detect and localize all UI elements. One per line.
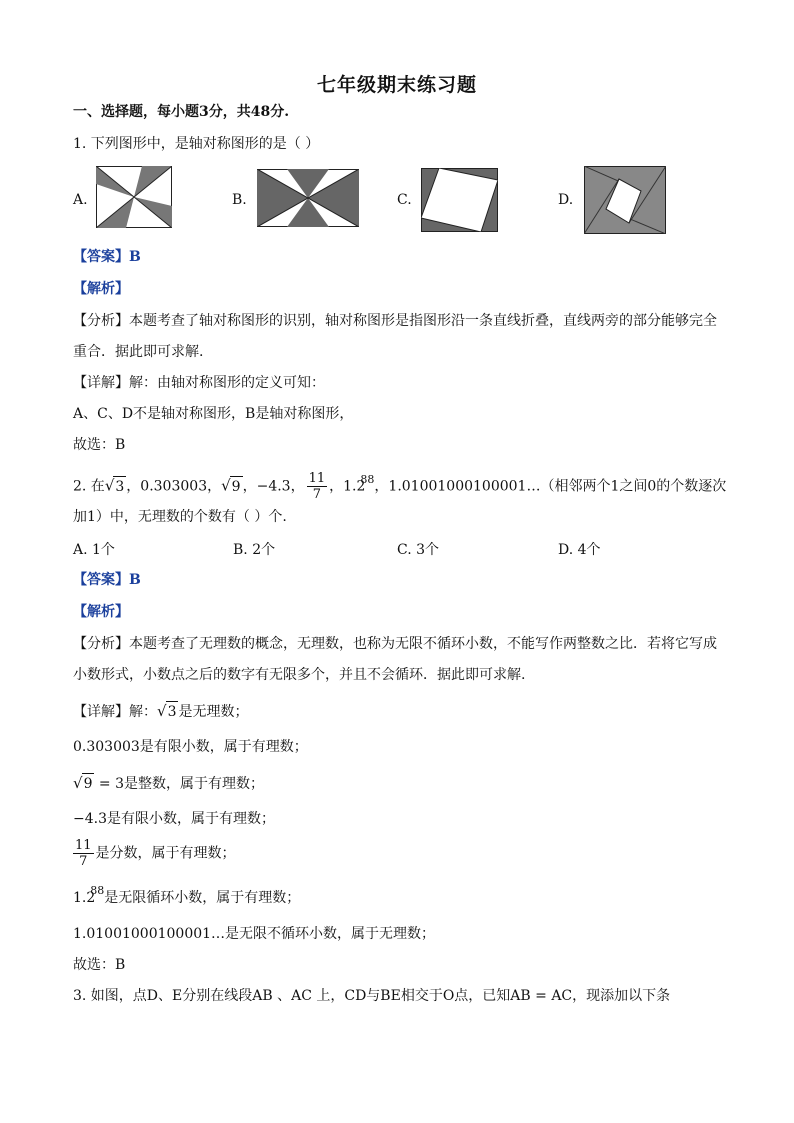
q3-stem: 3. 如图，点D、E分别在线段AB 、AC 上，CD与BE相交于O点，已知AB = AC，现添加以下条 [73,988,671,1004]
sqrt-symbol: √ [221,476,231,495]
q2-fraction [307,471,328,502]
q2-detail-line-2: 0.303003是有限小数，属于有理数； [73,739,308,755]
q2-detail-line-3-text: = 3是整数，属于有理数； [94,776,265,792]
q2-detail-line-7: 1.01001000100001…是无限不循环小数，属于无理数； [73,926,436,942]
q2-detail-line-6-text: 是无限循环小数，属于有理数； [104,890,301,906]
sqrt-symbol: √ [104,476,115,495]
q1-detail-text: A、C、D不是轴对称图形，B是轴对称图形， [73,406,354,422]
sqrt-symbol: √ [157,702,167,720]
q2-detail-line-3 [73,773,264,794]
q2-analysis-text-1: 【分析】本题考查了无理数的概念，无理数，也称为无限不循环小数，不能写作两整数之比．若将它写成 [73,636,717,652]
q1-option-a-label: A. [73,192,88,208]
q2-text-3: ，1.2 [329,478,366,495]
q2-detail-root-9: 9 [82,773,95,794]
q2-option-d: D. 4个 [558,542,601,558]
q2-detail-repeating: 88 [90,884,105,897]
q2-answer: 【答案】B [73,572,141,588]
q2-detail-decimal: 1.2 [73,890,96,906]
q2-root-9: 9 [230,476,243,497]
q1-answer: 【答案】B [73,249,141,265]
q2-stem-line-1 [73,471,726,502]
q2-detail-line-1 [73,701,248,722]
fraction-numerator: 11 [75,838,92,853]
q1-option-d-label: D. [558,192,574,208]
q2-detail-line-4: −4.3是有限小数，属于有理数； [73,811,275,827]
q2-text-1: ，0.303003， [126,478,222,495]
q2-option-b: B. 2个 [233,542,276,558]
q1-option-c-label: C. [397,192,412,208]
q2-text-4: ，1.01001000100001…（相邻两个1之间0的个数逐次 [374,478,727,495]
q2-detail-line-5-text: 是分数，属于有理数； [95,845,236,862]
q2-detail-line-6 [73,884,301,909]
q1-choose: 故选：B [73,437,126,453]
q2-text-2: ，−4.3， [242,478,305,495]
q2-prefix: 2. 在 [73,478,105,495]
q1-analysis-text-2: 重合．据此即可求解. [73,344,204,360]
q2-stem-line-2: 加1）中，无理数的个数有（ ）个. [73,509,287,525]
q2-option-a: A. 1个 [73,542,115,558]
q1-figure-d [584,166,666,234]
q2-option-c: C. 3个 [397,542,440,558]
q2-analysis-label: 【解析】 [73,604,129,620]
q1-analysis-text-1: 【分析】本题考查了轴对称图形的识别，轴对称图形是指图形沿一条直线折叠，直线两旁的部分能够完全 [73,313,717,329]
q2-detail-suffix: 是无理数； [178,704,249,720]
q2-analysis-text-2: 小数形式，小数点之后的数字有无限多个，并且不会循环．据此即可求解. [73,667,526,683]
q1-figure-c [421,168,498,232]
fraction-denominator: 7 [312,487,321,502]
q2-detail-prefix: 【详解】解： [73,704,157,720]
fraction-denominator: 7 [79,854,88,869]
q2-root-3: 3 [113,476,126,497]
q2-repeating-digits: 88 [360,472,375,486]
q2-choose: 故选：B [73,957,126,973]
q1-figure-a [96,166,172,228]
sqrt-symbol: √ [73,774,83,792]
q1-option-b-label: B. [232,192,247,208]
page-title: 七年级期末练习题 [316,74,477,96]
q1-analysis-label: 【解析】 [73,281,129,297]
q2-detail-line-5 [73,838,236,869]
q2-detail-root: 3 [166,701,179,722]
q1-stem: 1. 下列图形中，是轴对称图形的是（ ） [73,136,320,152]
section-heading: 一、选择题，每小题3分，共48分. [73,104,290,120]
q1-figure-b [257,169,359,227]
q2-detail-fraction [73,838,94,869]
fraction-numerator: 11 [308,471,326,486]
q1-detail-label: 【详解】解：由轴对称图形的定义可知： [73,375,325,391]
